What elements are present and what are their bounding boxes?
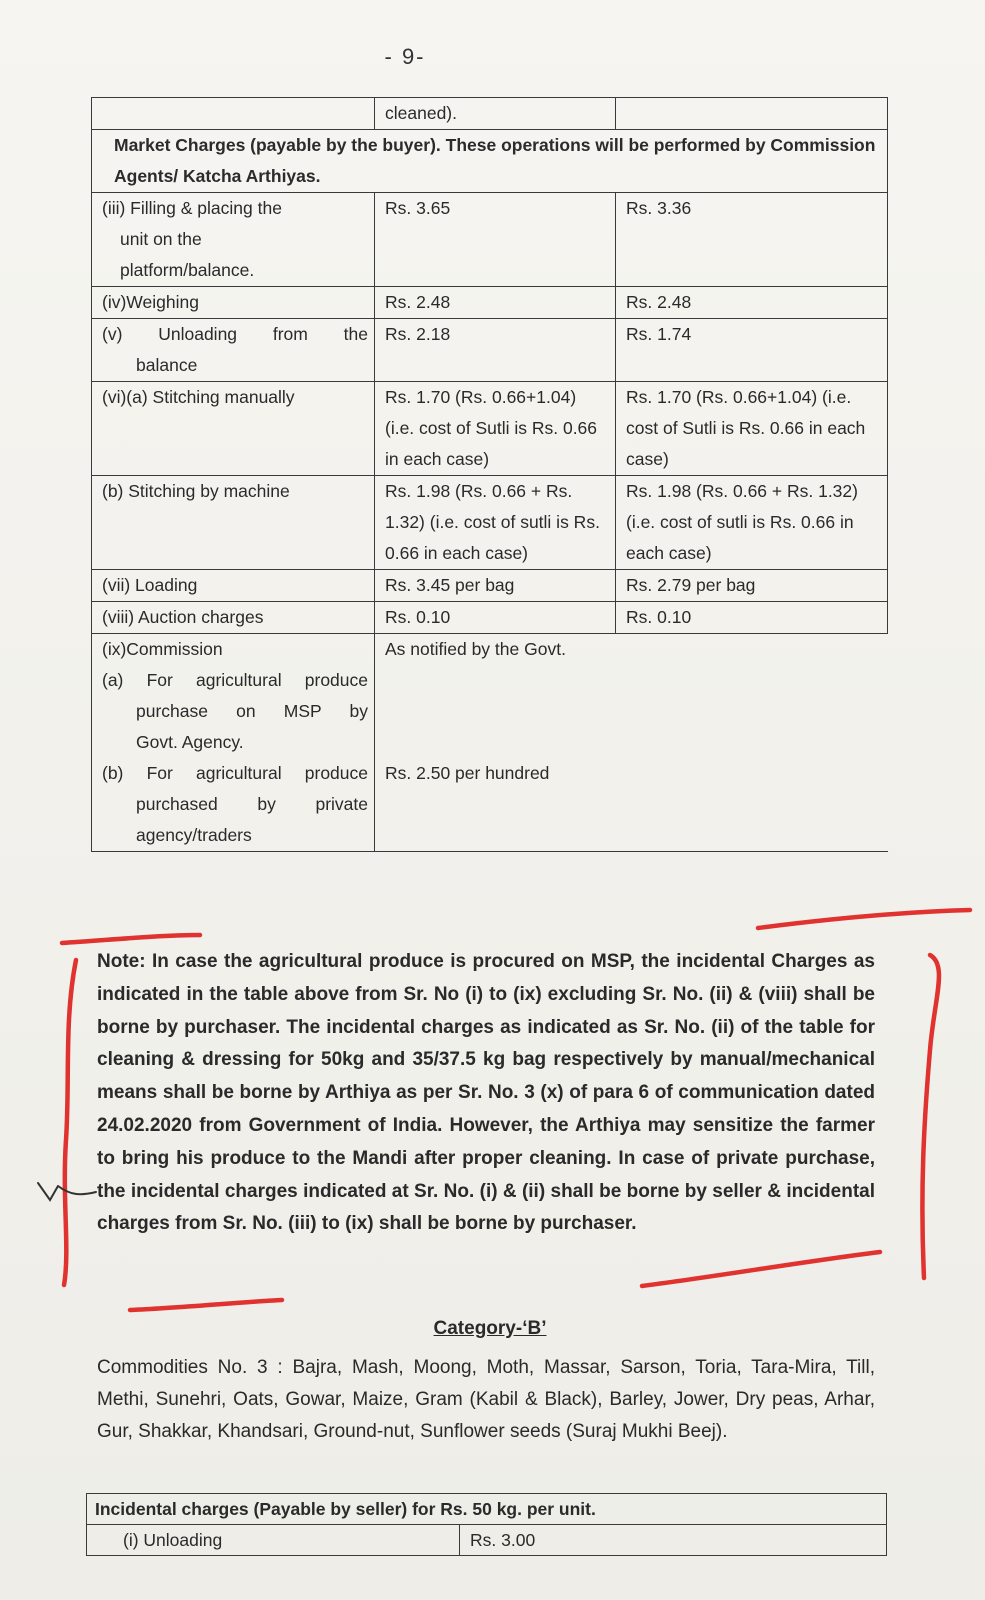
table-row	[92, 476, 888, 570]
table-row	[92, 98, 888, 130]
bracket-left-mark	[64, 960, 76, 1285]
table-row	[87, 1525, 887, 1556]
incidental-charges-table	[86, 1493, 887, 1556]
table-cell: Rs. 1.98 (Rs. 0.66 + Rs. 1.32) (i.e. cost of sutli is Rs. 0.66 in each case)	[616, 476, 888, 570]
commission-cell: (ix)Commission (a) For agricultural produce purchase on MSP by Govt. Agency. (b) For agricultural produce purchased by private agency/traders	[92, 634, 375, 852]
table-cell: (vii) Loading	[92, 570, 375, 602]
page-number: - 9-	[384, 44, 426, 69]
table-row	[92, 602, 888, 634]
category-b-commodities: Commodities No. 3 : Bajra, Mash, Moong, Moth, Massar, Sarson, Toria, Tara-Mira, Till, Methi, Sunehri, Oats, Gowar, Maize, Gram (Kabil & Black), Barley, Jower, Dry peas, Arhar, Gur, Shakkar, Khandsari, Ground-nut, Sunflower seeds (Suraj Mukhi Beej).	[97, 1357, 875, 1442]
table-cell: Rs. 2.18	[375, 319, 616, 382]
table-row	[92, 382, 888, 476]
category-b-title: Category-‘B’	[433, 1318, 547, 1339]
market-charges-table	[91, 97, 888, 852]
note-paragraph: Note: In case the agricultural produce is procured on MSP, the incidental Charges as indicated in the table above from Sr. No (i) to (ix) excluding Sr. No. (ii) & (viii) shall be borne by purchaser. The incidental charges as indicated as Sr. No. (ii) of the table for cleaning & dressing for 50kg and 35/37.5 kg bag respectively by manual/mechanical means shall be borne by Arthiya as per Sr. No. 3 (x) of para 6 of communication dated 24.02.2020 from Government of India. However, the Arthiya may sensitize the farmer to bring his produce to the Mandi after proper cleaning. In case of private purchase, the incidental charges indicated at Sr. No. (i) & (ii) shall be borne by seller & incidental charges from Sr. No. (iii) to (ix) shall be borne by purchaser.	[97, 951, 875, 1235]
table-cell: Rs. 1.74	[616, 319, 888, 382]
table-cell: Rs. 3.45 per bag	[375, 570, 616, 602]
table-cell: (vi)(a) Stitching manually	[92, 382, 375, 476]
table-row	[92, 319, 888, 382]
margin-tick-mark	[38, 1183, 96, 1200]
table-cell: (iv)Weighing	[92, 287, 375, 319]
table-cell: Rs. 0.10	[375, 602, 616, 634]
table-cell: Rs. 2.48	[616, 287, 888, 319]
market-charges-header: Market Charges (payable by the buyer). These operations will be performed by Commission Agents/ Katcha Arthiyas.	[92, 130, 888, 193]
table-cell: Rs. 2.79 per bag	[616, 570, 888, 602]
underline-mark	[62, 935, 200, 943]
table-cell: Rs. 3.00	[460, 1525, 887, 1556]
table-cell: Rs. 1.70 (Rs. 0.66+1.04) (i.e. cost of Sutli is Rs. 0.66 in each case)	[375, 382, 616, 476]
underline-mark	[642, 1252, 880, 1286]
table-cell: Rs. 3.36	[616, 193, 888, 287]
table-row	[92, 130, 888, 193]
table-row	[92, 570, 888, 602]
table-cell: (iii) Filling & placing the unit on the platform/balance.	[92, 193, 375, 287]
commission-values-cell: As notified by the Govt. Rs. 2.50 per hundred	[375, 634, 888, 852]
table-cell: (v) Unloading from the balance	[92, 319, 375, 382]
table-cell: Rs. 0.10	[616, 602, 888, 634]
table-row	[87, 1494, 887, 1525]
table-cell: Rs. 1.98 (Rs. 0.66 + Rs. 1.32) (i.e. cost of sutli is Rs. 0.66 in each case)	[375, 476, 616, 570]
table-cell: Rs. 1.70 (Rs. 0.66+1.04) (i.e. cost of Sutli is Rs. 0.66 in each case)	[616, 382, 888, 476]
table-cell: Rs. 3.65	[375, 193, 616, 287]
table-row	[92, 634, 888, 852]
table-cell: Rs. 2.48	[375, 287, 616, 319]
underline-mark	[130, 1300, 282, 1310]
underline-mark	[758, 910, 970, 928]
table-cell: (i) Unloading	[87, 1525, 460, 1556]
table-cell: cleaned).	[375, 98, 616, 130]
incidental-charges-header: Incidental charges (Payable by seller) for Rs. 50 kg. per unit.	[87, 1494, 887, 1525]
table-cell: (viii) Auction charges	[92, 602, 375, 634]
table-row	[92, 287, 888, 319]
table-row	[92, 193, 888, 287]
table-cell: (b) Stitching by machine	[92, 476, 375, 570]
bracket-right-mark	[922, 955, 939, 1278]
